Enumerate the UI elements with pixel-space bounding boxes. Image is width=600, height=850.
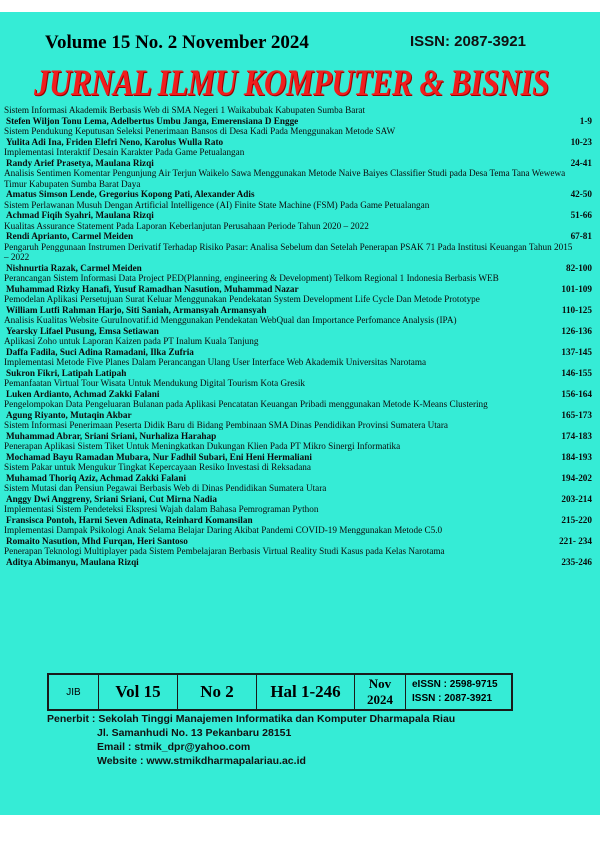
- toc-entry-title: Kualitas Assurance Statement Pada Laporan Keberlanjutan Perusahaan Periode Tahun 2020 – 2022: [4, 220, 369, 231]
- toc-entry: [4, 525, 594, 546]
- eissn-text: eISSN : 2598-9715: [412, 679, 498, 690]
- toc-entry-pages: 137-145: [561, 346, 592, 357]
- toc-entry-pages: 203-214: [561, 493, 592, 504]
- toc-entry: [4, 105, 594, 126]
- toc-entry-title: Analisis Sentimen Komentar Pengunjung Air Terjun Waikelo Sawa Menggunakan Metode Naive Baiyes Classifier Studi pada Desa Tema Tana Wewewa Timur Kabupaten Sumba Barat Daya: [4, 168, 566, 189]
- toc-entry: [4, 221, 594, 242]
- issn-text: ISSN : 2087-3921: [412, 693, 493, 704]
- toc-entry: [4, 483, 594, 504]
- toc-entry: [4, 273, 594, 294]
- toc-entry-author-row: [4, 284, 594, 295]
- toc-entry-title: Implementasi Metode Five Planes Dalam Perancangan Ulang User Interface Web Akademik Universitas Narotama: [4, 357, 427, 367]
- toc-entry-pages: 221- 234: [559, 535, 592, 546]
- toc-entry-authors: Muhamad Thoriq Aziz, Achmad Zakki Falani: [6, 472, 187, 483]
- toc-entry-pages: 10-23: [570, 136, 592, 147]
- toc-entry-pages: 146-155: [561, 367, 592, 378]
- toc-entry: [4, 336, 594, 357]
- toc-entry-authors: Anggy Dwi Anggreny, Sriani Sriani, Cut Mirna Nadia: [6, 493, 217, 504]
- toc-entry: [4, 147, 594, 168]
- toc-entry-authors: Stefen Wiljon Tonu Lema, Adelbertus Umbu Janga, Emerensiana D Engge: [6, 115, 299, 126]
- toc-entry-author-row: [4, 116, 594, 127]
- toc-entry-pages: 24-41: [570, 157, 592, 168]
- toc-entry-author-row: [4, 231, 594, 242]
- jib-label: JIB: [49, 675, 99, 709]
- toc-entry: [4, 294, 594, 315]
- toc-entry-authors: Randy Arief Prasetya, Maulana Rizqi: [6, 157, 154, 168]
- toc-entry-author-row: [4, 494, 594, 505]
- date-year: 2024: [367, 692, 393, 707]
- toc-entry: [4, 420, 594, 441]
- toc-entry-authors: Amatus Simson Lende, Gregorius Kopong Pati, Alexander Adis: [6, 189, 255, 199]
- publisher-info: [47, 712, 455, 768]
- toc-entry-title: Implementasi Dampak Psikologi Anak Selama Belajar Daring Akibat Pandemi COVID-19 Menggunakan Metode C5.0: [4, 525, 443, 535]
- toc-entry-authors: Achmad Fiqih Syahri, Maulana Rizqi: [6, 210, 154, 220]
- pages-cell: Hal 1-246: [257, 675, 355, 709]
- toc-entry-title: Sistem Perlawanan Musuh Dengan Artificial Intelligence (AI) Finite State Machine (FSM) Pada Game Petualangan: [4, 199, 430, 210]
- toc-entry: [4, 462, 594, 483]
- toc-entry: [4, 315, 594, 336]
- toc-entry-pages: 67-81: [570, 231, 592, 241]
- toc-entry-author-row: [4, 263, 594, 274]
- toc-entry-title: Implementasi Sistem Pendeteksi Ekspresi Wajah dalam Bahasa Pemrograman Python: [4, 504, 319, 514]
- publisher-website: Website : www.stmikdharmapalariau.ac.id: [97, 755, 306, 767]
- toc-entry-pages: 165-173: [561, 409, 592, 420]
- toc-entry-title: Sistem Mutasi dan Pensiun Pegawai Berbasis Web di Dinas Pendidikan Sumatera Utara: [4, 483, 327, 493]
- toc-entry-authors: Nishnurtia Razak, Carmel Meiden: [6, 262, 142, 273]
- toc-entry-author-row: [4, 473, 594, 484]
- toc-entry: [4, 378, 594, 399]
- toc-entry-authors: Mochamad Bayu Ramadan Mubara, Nur Fadhil Subari, Eni Heni Hermaliani: [6, 451, 312, 462]
- toc-entry-author-row: [4, 410, 594, 421]
- issn-cell: [406, 675, 511, 709]
- toc-entry-pages: 1-9: [579, 115, 592, 126]
- toc-entry-authors: Yearsky Lifael Pusung, Emsa Setiawan: [6, 325, 159, 336]
- toc-entry-pages: 235-246: [561, 556, 592, 567]
- toc-entry-author-row: [4, 536, 594, 547]
- publisher-email: Email : stmik_dpr@yahoo.com: [97, 741, 251, 753]
- table-of-contents: [4, 105, 594, 567]
- toc-entry-authors: William Lutfi Rahman Harjo, Siti Saniah, Armansyah Armansyah: [6, 304, 267, 315]
- top-margin: [0, 0, 600, 12]
- toc-entry-authors: Muhammad Abrar, Sriani Sriani, Nurhaliza Harahap: [6, 430, 217, 441]
- toc-entry-authors: Sukron Fikri, Latipah Latipah: [6, 367, 127, 378]
- toc-entry: [4, 546, 594, 567]
- toc-entry-pages: 110-125: [561, 304, 592, 315]
- toc-entry: [4, 168, 594, 200]
- toc-entry: [4, 242, 594, 274]
- toc-entry-author-row: [4, 158, 594, 169]
- toc-entry-title: Pemodelan Aplikasi Persetujuan Surat Keluar Menggunakan Pendekatan System Development Life Cycle Dan Metode Prototype: [4, 294, 480, 304]
- toc-entry: [4, 357, 594, 378]
- issn-heading: ISSN: 2087-3921: [410, 33, 526, 50]
- toc-entry-author-row: [4, 557, 594, 568]
- toc-entry-pages: 215-220: [561, 514, 592, 525]
- toc-entry: [4, 504, 594, 525]
- toc-entry-authors: Romaito Nasution, Mhd Furqan, Heri Santoso: [6, 535, 188, 546]
- issue-info-box: [47, 673, 513, 711]
- toc-entry-title: Sistem Pendukung Keputusan Seleksi Penerimaan Bansos di Desa Kadi Pada Menggunakan Metode SAW: [4, 126, 396, 136]
- toc-entry-title: Pengelompokan Data Pengeluaran Bulanan pada Aplikasi Pencatatan Keuangan Pribadi menggunakan Metode K-Means Clustering: [4, 399, 488, 409]
- date-month: Nov: [368, 676, 392, 691]
- toc-entry-title: Perancangan Sistem Informasi Data Project PED(Planning, engineering & Development) Telkom Regional 1 Indonesia Berbasis WEB: [4, 273, 499, 283]
- toc-entry-title: Analisis Kualitas Website GuruInovatif.id Menggunakan Pendekatan WebQual dan Importance Perfomance Analysis (IPA): [4, 315, 457, 325]
- toc-entry-author-row: [4, 137, 594, 148]
- toc-entry-author-row: [4, 515, 594, 526]
- bottom-margin: [0, 815, 600, 850]
- toc-entry-authors: Agung Riyanto, Mutaqin Akbar: [6, 409, 132, 420]
- toc-entry: [4, 441, 594, 462]
- toc-entry-authors: Muhammad Rizky Hanafi, Yusuf Ramadhan Nasution, Muhammad Nazar: [6, 283, 299, 294]
- toc-entry-authors: Yulita Adi Ina, Friden Elefri Neno, Karolus Wulla Rato: [6, 136, 224, 147]
- volume-heading: Volume 15 No. 2 November 2024: [45, 32, 309, 53]
- journal-title: JURNAL ILMU KOMPUTER & BISNIS: [34, 62, 549, 104]
- toc-entry-title: Penerapan Teknologi Multiplayer pada Sistem Pembelajaran Berbasis Virtual Reality Studi Kasus pada Kelas Narotama: [4, 546, 445, 556]
- toc-entry-pages: 174-183: [561, 430, 592, 441]
- toc-entry-authors: Fransisca Pontoh, Harni Seven Adinata, Reinhard Komansilan: [6, 514, 253, 525]
- toc-entry-pages: 42-50: [570, 189, 592, 199]
- toc-entry-author-row: [4, 210, 594, 221]
- toc-entry-pages: 156-164: [561, 388, 592, 399]
- toc-entry: [4, 200, 594, 221]
- toc-entry-author-row: [4, 368, 594, 379]
- toc-entry: [4, 126, 594, 147]
- toc-entry-pages: 101-109: [561, 283, 592, 294]
- toc-entry-author-row: [4, 452, 594, 463]
- toc-entry-author-row: [4, 189, 594, 200]
- toc-entry-authors: Luken Ardianto, Achmad Zakki Falani: [6, 388, 160, 399]
- toc-entry-title: Sistem Pakar untuk Mengukur Tingkat Kepercayaan Resiko Investasi di Reksadana: [4, 462, 311, 472]
- toc-entry-title: Pemanfaatan Virtual Tour Wisata Untuk Mendukung Digital Tourism Kota Gresik: [4, 378, 306, 388]
- toc-entry-author-row: [4, 305, 594, 316]
- toc-entry: [4, 399, 594, 420]
- toc-entry-title: Penerapan Aplikasi Sistem Tiket Untuk Meningkatkan Dukungan Klien Pada PT Mikro Sinergi Informatika: [4, 441, 401, 451]
- toc-entry-authors: Daffa Fadila, Suci Adina Ramadani, Ilka Zufria: [6, 346, 194, 357]
- number-cell: No 2: [178, 675, 257, 709]
- toc-entry-pages: 126-136: [561, 325, 592, 336]
- toc-entry-title: Sistem Informasi Penerimaan Peserta Didik Baru di Bidang Pembinaan SMA Dinas Pendidikan Provinsi Sumatera Utara: [4, 420, 448, 430]
- publisher-address: Jl. Samanhudi No. 13 Pekanbaru 28151: [97, 727, 292, 739]
- toc-entry-author-row: [4, 326, 594, 337]
- publisher-name: Penerbit : Sekolah Tinggi Manajemen Informatika dan Komputer Dharmapala Riau: [47, 713, 456, 725]
- toc-entry-pages: 194-202: [561, 472, 592, 483]
- toc-entry-authors: Rendi Aprianto, Carmel Meiden: [6, 231, 134, 241]
- toc-entry-title: Pengaruh Penggunaan Instrumen Derivatif Terhadap Risiko Pasar: Analisa Sebelum dan Setelah Penerapan PSAK 71 Pada Institusi Keuangan Tahun 2015 – 2022: [4, 241, 573, 262]
- toc-entry-author-row: [4, 431, 594, 442]
- toc-entry-pages: 82-100: [565, 262, 592, 273]
- toc-entry-title: Aplikasi Zoho untuk Laporan Kaizen pada PT Inalum Kuala Tanjung: [4, 336, 259, 346]
- toc-entry-title: Implementasi Interaktif Desain Karakter Pada Game Petualangan: [4, 147, 245, 157]
- toc-entry-authors: Aditya Abimanyu, Maulana Rizqi: [6, 556, 139, 567]
- toc-entry-author-row: [4, 347, 594, 358]
- toc-entry-pages: 184-193: [561, 451, 592, 462]
- date-cell: [355, 675, 406, 709]
- toc-entry-author-row: [4, 389, 594, 400]
- toc-entry-pages: 51-66: [570, 210, 592, 220]
- volume-cell: Vol 15: [99, 675, 178, 709]
- toc-entry-title: Sistem Informasi Akademik Berbasis Web di SMA Negeri 1 Waikabubak Kabupaten Sumba Barat: [4, 105, 366, 115]
